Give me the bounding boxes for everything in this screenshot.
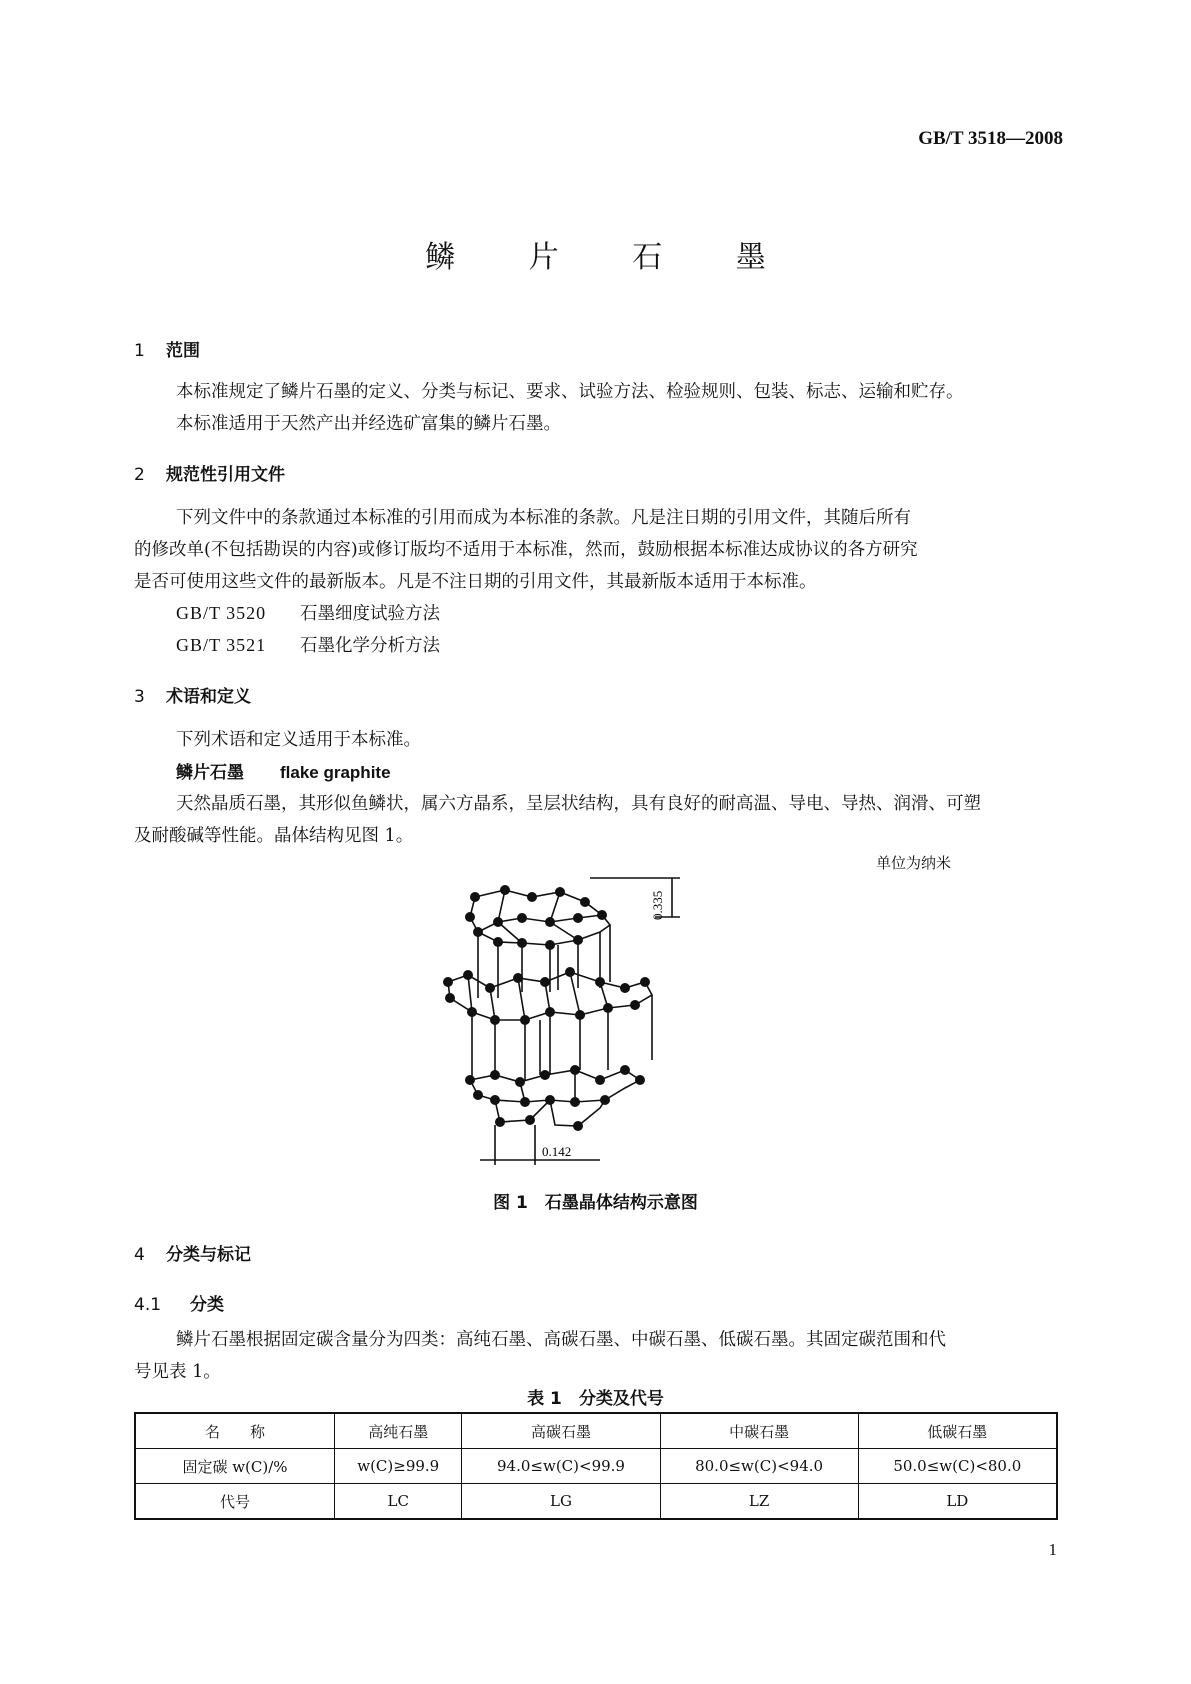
table-cell: LD: [858, 1484, 1057, 1520]
table-cell: 50.0≤w(C)<80.0: [858, 1449, 1057, 1484]
paragraph-line: 号见表 1。: [134, 1362, 221, 1382]
section-3-heading: [134, 682, 251, 707]
table-header-row: [135, 1413, 1057, 1449]
table-cell: LC: [335, 1484, 462, 1520]
figure-caption: 图 1 石墨晶体结构示意图: [493, 1193, 698, 1213]
bond-length-label: 0.142: [542, 1144, 572, 1159]
table-row: [135, 1484, 1057, 1520]
section-number: 3: [134, 687, 145, 707]
definition-line: 天然晶质石墨，其形似鱼鳞状，属六方晶系，呈层状结构，具有良好的耐高温、导电、导热、润滑、可塑: [176, 794, 981, 814]
table-cell: 低碳石墨: [858, 1413, 1057, 1449]
definition-line: 及耐酸碱等性能。晶体结构见图 1。: [134, 826, 414, 846]
paragraph-line: 下列文件中的条款通过本标准的引用而成为本标准的条款。凡是注日期的引用文件，其随后所有: [176, 508, 911, 528]
section-title: 分类与标记: [166, 1245, 251, 1265]
term-english: flake graphite: [280, 763, 391, 782]
subsection-title: 分类: [190, 1295, 224, 1315]
standard-number: GB/T 3518—2008: [918, 128, 1063, 149]
table-row: [135, 1449, 1057, 1484]
table-cell: 高纯石墨: [335, 1413, 462, 1449]
table-caption: 表 1 分类及代号: [527, 1389, 664, 1409]
section-title: 术语和定义: [166, 687, 251, 707]
section-number: 2: [134, 465, 145, 485]
section-4-heading: [134, 1240, 251, 1265]
section-number: 1: [134, 341, 145, 361]
page-number: 1: [1048, 1540, 1057, 1559]
section-1-heading: [134, 336, 200, 361]
paragraph-line: 的修改单(不包括勘误的内容)或修订版均不适用于本标准，然而，鼓励根据本标准达成协议的各方研究: [134, 540, 918, 560]
unit-note: 单位为纳米: [876, 854, 952, 872]
paragraph-line: 是否可使用这些文件的最新版本。凡是不注日期的引用文件，其最新版本适用于本标准。: [134, 572, 817, 592]
reference-code: GB/T 3521: [176, 635, 267, 655]
paragraph: 本标准适用于天然产出并经选矿富集的鳞片石墨。: [176, 414, 561, 434]
table-cell: 代号: [135, 1484, 335, 1520]
table-cell: LG: [462, 1484, 660, 1520]
subsection-number: 4.1: [134, 1295, 162, 1315]
reference-item: [176, 632, 440, 657]
reference-name: 石墨细度试验方法: [300, 604, 440, 624]
graphite-crystal-diagram: [440, 870, 760, 1170]
reference-item: [176, 600, 440, 625]
term-chinese: 鳞片石墨: [176, 763, 244, 783]
table-cell: 中碳石墨: [660, 1413, 858, 1449]
classification-table: [134, 1412, 1058, 1520]
term-entry: [176, 758, 391, 783]
paragraph: 下列术语和定义适用于本标准。: [176, 730, 421, 750]
table-cell: 固定碳 w(C)/%: [135, 1449, 335, 1484]
table-cell: 高碳石墨: [462, 1413, 660, 1449]
reference-name: 石墨化学分析方法: [300, 636, 440, 656]
section-2-heading: [134, 460, 285, 485]
table-cell: LZ: [660, 1484, 858, 1520]
reference-code: GB/T 3520: [176, 603, 267, 623]
table-cell: 94.0≤w(C)<99.9: [462, 1449, 660, 1484]
page-title: 鳞 片 石 墨: [425, 240, 798, 275]
layer-spacing-label: 0.335: [650, 890, 665, 920]
section-title: 规范性引用文件: [166, 465, 285, 485]
paragraph: 本标准规定了鳞片石墨的定义、分类与标记、要求、试验方法、检验规则、包装、标志、运输和贮存。: [176, 382, 964, 402]
subsection-4-1-heading: [134, 1290, 224, 1315]
section-number: 4: [134, 1245, 145, 1265]
table-cell: 名 称: [135, 1413, 335, 1449]
table-cell: 80.0≤w(C)<94.0: [660, 1449, 858, 1484]
table-cell: w(C)≥99.9: [335, 1449, 462, 1484]
paragraph-line: 鳞片石墨根据固定碳含量分为四类：高纯石墨、高碳石墨、中碳石墨、低碳石墨。其固定碳范围和代: [176, 1330, 946, 1350]
section-title: 范围: [166, 341, 200, 361]
